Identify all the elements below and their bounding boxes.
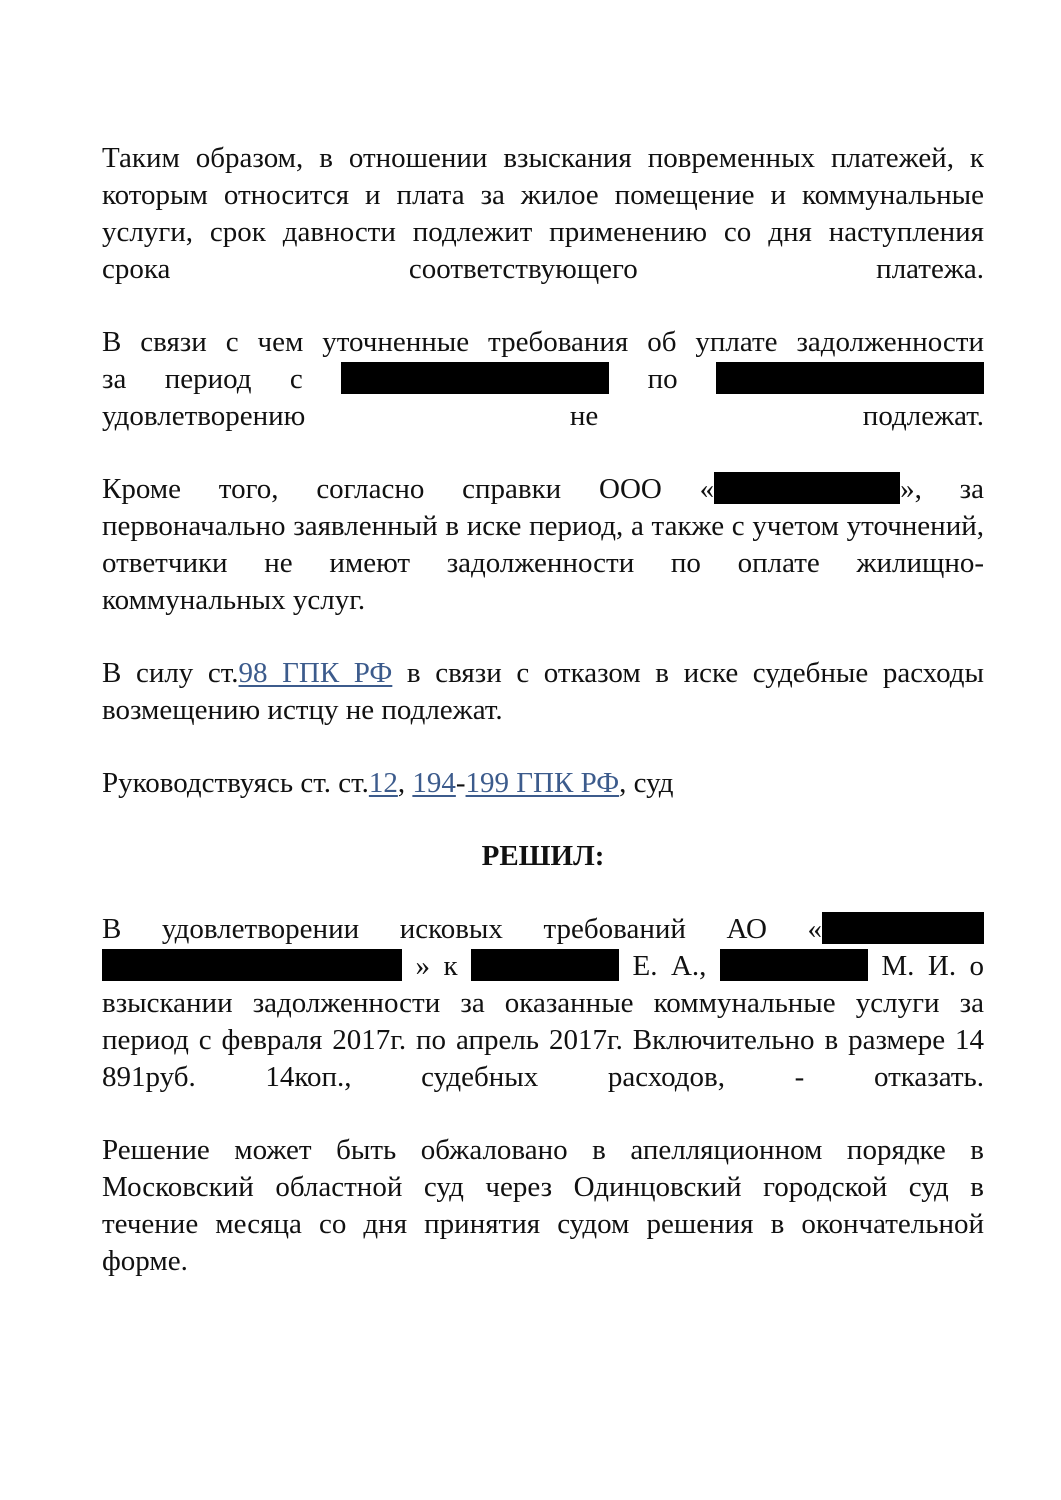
redacted-defendant-2 — [720, 949, 868, 981]
decision-prefix: В удовлетворении исковых требований АО « — [102, 913, 822, 945]
paragraph-guided-by — [102, 765, 984, 802]
link-article-194[interactable]: 194 — [412, 767, 456, 799]
guided-separator: , — [397, 767, 413, 799]
decision-text: взыскании задолженности за оказанные коммунальные услуги за период с февраля 2017г. по апрель 2017г. Включительно в размере 14 891руб. 14коп., судебных расходов, - отказать. — [102, 987, 984, 1093]
redacted-plaintiff-name — [822, 912, 984, 944]
claims-line-2 — [102, 361, 984, 398]
no-debt-prefix: Кроме того, согласно справки ООО « — [102, 473, 715, 505]
decision-heading: РЕШИЛ: — [481, 840, 605, 872]
redacted-company-name — [714, 472, 900, 504]
link-article-12[interactable]: 12 — [368, 767, 398, 799]
guided-suffix: , суд — [619, 767, 674, 799]
decision-against: » к — [415, 950, 458, 982]
document-page — [102, 140, 984, 1316]
claims-line-3: удовлетворению не подлежат. — [102, 400, 984, 432]
redacted-plaintiff-name-cont — [102, 949, 402, 981]
guided-prefix: Руководствуясь ст. ст. — [102, 767, 369, 799]
claims-line-1: В связи с чем уточненные требования об уплате задолженности — [102, 326, 984, 358]
paragraph-court-costs — [102, 655, 984, 729]
paragraph-limitation-period: Таким образом, в отношении взыскания повременных платежей, к которым относится и плата за жилое помещение и коммунальные услуги, срок давности подлежит применению со дня наступления срока соответствующего платежа. — [102, 142, 984, 285]
redacted-date-from — [341, 362, 609, 394]
redacted-date-to — [716, 362, 984, 394]
link-98-gpk[interactable]: 98 ГПК РФ — [238, 657, 393, 689]
redacted-defendant-1 — [471, 949, 619, 981]
paragraph-appeal: Решение может быть обжаловано в апелляционном порядке в Московский областной суд через Одинцовский городской суд в течение месяца со дня принятия судом решения в окончательной форме. — [102, 1134, 984, 1277]
decision-initials-2: М. И. о — [881, 950, 985, 982]
claims-period-to: по — [647, 363, 678, 395]
claims-period-prefix: за период с — [102, 363, 303, 395]
decision-initials-1: Е. А., — [632, 950, 707, 982]
link-article-199-gpk[interactable]: 199 ГПК РФ — [465, 767, 620, 799]
guided-dash: - — [455, 767, 466, 799]
no-debt-text: », за первоначально заявленный в иске период, а также с учетом уточнений, ответчики не имеют задолженности по оплате жилищно-коммунальных услуг. — [102, 473, 984, 616]
decision-line-2 — [102, 948, 984, 985]
decision-line-1 — [102, 911, 984, 948]
costs-prefix: В силу ст. — [102, 657, 239, 689]
paragraph-decision — [102, 911, 984, 1096]
paragraph-no-debt — [102, 471, 984, 619]
paragraph-claims-period — [102, 324, 984, 435]
costs-text: в связи с отказом в иске судебные расходы возмещению истцу не подлежат. — [102, 657, 984, 726]
